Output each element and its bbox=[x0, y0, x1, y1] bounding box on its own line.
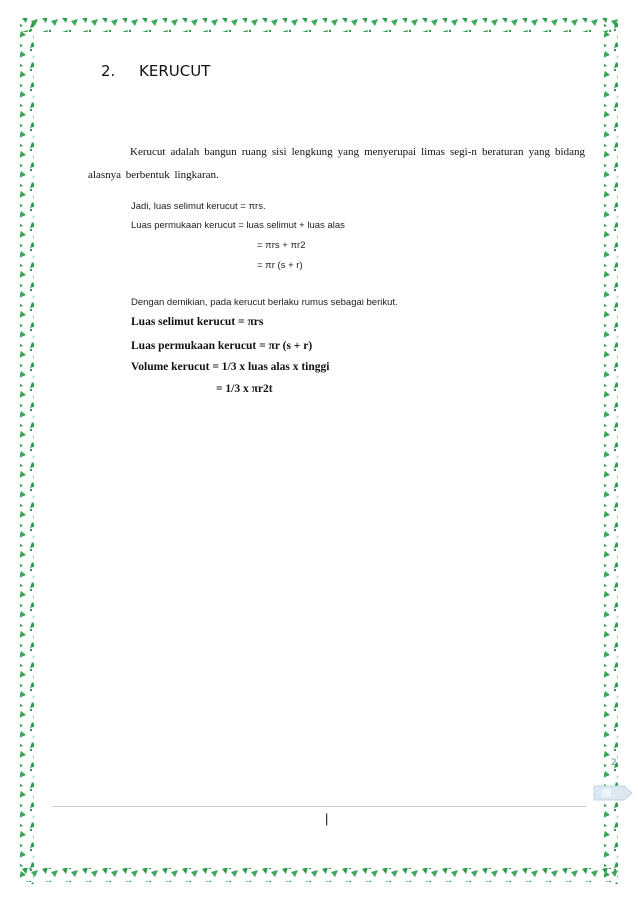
decorative-border-right bbox=[598, 0, 638, 902]
summary-volume: Volume kerucut = 1/3 x luas alas x tinggi bbox=[131, 361, 330, 373]
footer-mark: | bbox=[325, 811, 329, 826]
decorative-border-bottom bbox=[0, 865, 638, 902]
decorative-border-top bbox=[0, 0, 638, 40]
section-title: KERUCUT bbox=[139, 62, 211, 80]
formula-step-1: = πrs + πr2 bbox=[257, 240, 306, 251]
section-number: 2. bbox=[101, 62, 116, 80]
summary-volume-result: = 1/3 x πr2t bbox=[216, 383, 273, 395]
page-number: 2 bbox=[611, 758, 617, 768]
page-tab-icon bbox=[590, 783, 634, 803]
definition-paragraph bbox=[88, 141, 585, 187]
formula-luas-selimut: Jadi, luas selimut kerucut = πrs. bbox=[131, 201, 266, 212]
formula-step-2: = πr (s + r) bbox=[257, 260, 303, 271]
decorative-border-left bbox=[0, 0, 40, 902]
section-heading bbox=[101, 62, 210, 80]
formula-luas-permukaan: Luas permukaan kerucut = luas selimut + luas alas bbox=[131, 220, 345, 231]
summary-luas-selimut: Luas selimut kerucut = πrs bbox=[131, 316, 264, 328]
formula-intro: Dengan demikian, pada kerucut berlaku rumus sebagai berikut. bbox=[131, 297, 398, 308]
footer-rule bbox=[52, 806, 586, 807]
summary-luas-permukaan: Luas permukaan kerucut = πr (s + r) bbox=[131, 340, 313, 352]
definition-text: Kerucut adalah bangun ruang sisi lengkung yang menyerupai limas segi-n beraturan yang bidang alasnya berbentuk lingkaran. bbox=[88, 146, 585, 181]
